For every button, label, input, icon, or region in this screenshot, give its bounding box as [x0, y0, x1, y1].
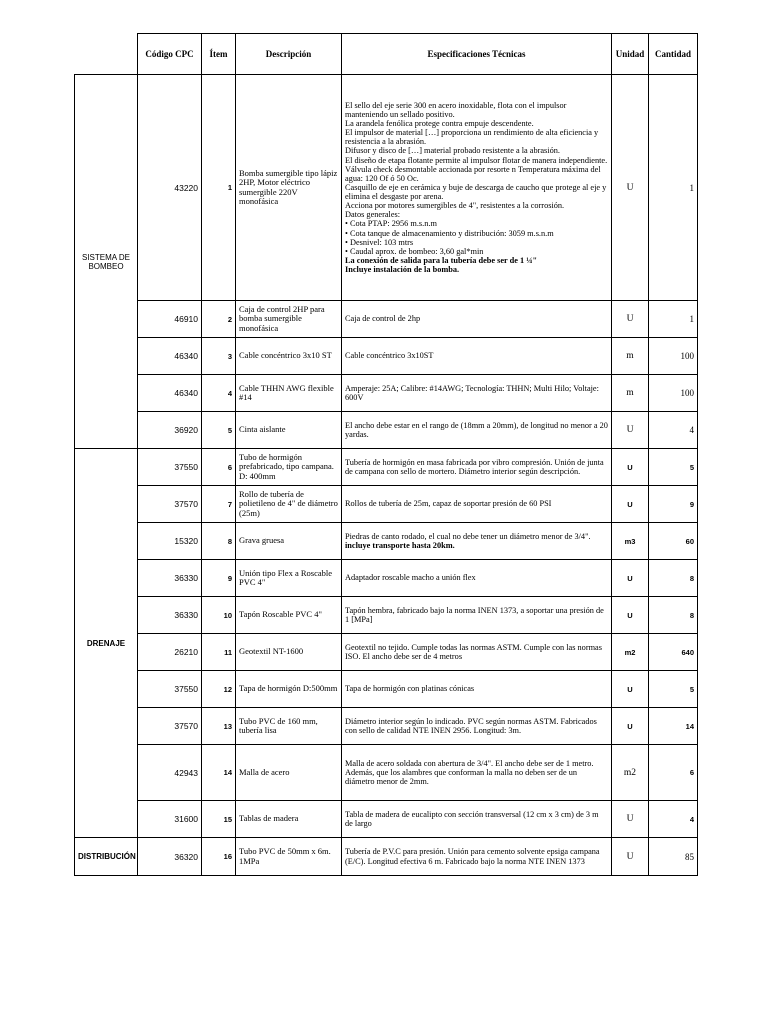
header-specs: Especificaciones Técnicas — [342, 34, 612, 75]
cpc-code: 43220 — [138, 75, 202, 301]
group-label-drenaje: DRENAJE — [75, 449, 138, 838]
item-unit: U — [612, 75, 649, 301]
item-number: 8 — [202, 523, 236, 560]
table-row — [75, 486, 698, 523]
specifications-table — [74, 33, 698, 876]
item-quantity: 8 — [649, 597, 698, 634]
table-row — [75, 671, 698, 708]
item-unit: m — [612, 338, 649, 375]
table-row — [75, 708, 698, 745]
item-description: Geotextil NT-1600 — [236, 634, 342, 671]
item-quantity: 14 — [649, 708, 698, 745]
item-number: 5 — [202, 412, 236, 449]
item-specs: Rollos de tubería de 25m, capaz de soportar presión de 60 PSI — [342, 486, 612, 523]
item-specs: Tabla de madera de eucalipto con sección transversal (12 cm x 3 cm) de 3 m de largo — [342, 801, 612, 838]
item-number: 12 — [202, 671, 236, 708]
item-quantity: 100 — [649, 375, 698, 412]
spec-line: Acciona por motores sumergibles de 4", resistentes a la corrosión. — [345, 201, 565, 211]
item-unit: m — [612, 375, 649, 412]
item-unit: U — [612, 301, 649, 338]
cpc-code: 26210 — [138, 634, 202, 671]
item-unit: U — [612, 560, 649, 597]
item-description: Cable THHN AWG flexible #14 — [236, 375, 342, 412]
cpc-code: 37570 — [138, 708, 202, 745]
item-description: Rollo de tubería de polietileno de 4" de diámetro (25m) — [236, 486, 342, 523]
group-label-distribucion: DISTRIBUCIÓN — [75, 838, 138, 876]
item-quantity: 5 — [649, 449, 698, 486]
item-description: Grava gruesa — [236, 523, 342, 560]
item-quantity: 60 — [649, 523, 698, 560]
cpc-code: 46910 — [138, 301, 202, 338]
table-row — [75, 801, 698, 838]
item-specs: Tubería de P.V.C para presión. Unión para cemento solvente epsiga campana (E/C). Longitud efectiva 6 m. Fabricado bajo la norma NTE INEN 1373 — [342, 838, 612, 876]
item-specs: Cable concéntrico 3x10ST — [342, 338, 612, 375]
spec-line: • Caudal aprox. de bombeo: 3,60 gal*min — [345, 246, 484, 256]
cpc-code: 37550 — [138, 671, 202, 708]
item-specs — [342, 75, 612, 301]
item-unit: U — [612, 838, 649, 876]
header-row — [75, 34, 698, 75]
item-description: Tapa de hormigón D:500mm — [236, 671, 342, 708]
item-quantity: 640 — [649, 634, 698, 671]
spec-line: Casquillo de eje en cerámica y buje de descarga de caucho que protege al eje y elimina el desgaste por arena. — [345, 182, 607, 202]
header-quantity: Cantidad — [649, 34, 698, 75]
item-number: 10 — [202, 597, 236, 634]
item-quantity: 8 — [649, 560, 698, 597]
item-unit: U — [612, 708, 649, 745]
corner-cell — [75, 34, 138, 75]
table-row — [75, 597, 698, 634]
cpc-code: 36330 — [138, 560, 202, 597]
cpc-code: 36320 — [138, 838, 202, 876]
item-quantity: 5 — [649, 671, 698, 708]
table-row — [75, 75, 698, 301]
header-unit: Unidad — [612, 34, 649, 75]
item-quantity: 6 — [649, 745, 698, 801]
cpc-code: 46340 — [138, 375, 202, 412]
item-quantity: 1 — [649, 301, 698, 338]
header-cpc: Código CPC — [138, 34, 202, 75]
item-specs: El ancho debe estar en el rango de (18mm a 20mm), de longitud no menor a 20 yardas. — [342, 412, 612, 449]
cpc-code: 36920 — [138, 412, 202, 449]
item-number: 9 — [202, 560, 236, 597]
item-specs: Diámetro interior según lo indicado. PVC según normas ASTM. Fabricados con sello de calidad NTE INEN 2956. Longitud: 3m. — [342, 708, 612, 745]
header-description: Descripción — [236, 34, 342, 75]
table-row — [75, 523, 698, 560]
item-description: Tapón Roscable PVC 4" — [236, 597, 342, 634]
item-quantity: 4 — [649, 412, 698, 449]
table-row — [75, 745, 698, 801]
item-specs: Tapón hembra, fabricado bajo la norma INEN 1373, a soportar una presión de 1 [MPa] — [342, 597, 612, 634]
item-description: Unión tipo Flex a Roscable PVC 4" — [236, 560, 342, 597]
group-label-bombeo: SISTEMA DE BOMBEO — [75, 75, 138, 449]
spec-line: • Cota tanque de almacenamiento y distribución: 3059 m.s.n.m — [345, 228, 554, 238]
item-number: 13 — [202, 708, 236, 745]
cpc-code: 15320 — [138, 523, 202, 560]
item-description: Tubo PVC de 50mm x 6m. 1MPa — [236, 838, 342, 876]
spec-text-bold: incluye transporte hasta 20km. — [345, 541, 455, 550]
cpc-code: 36330 — [138, 597, 202, 634]
item-number: 3 — [202, 338, 236, 375]
item-number: 2 — [202, 301, 236, 338]
item-specs: Caja de control de 2hp — [342, 301, 612, 338]
spec-line-bold: La conexión de salida para la tubería debe ser de 1 ¼" — [345, 255, 538, 265]
item-quantity: 9 — [649, 486, 698, 523]
item-unit: m2 — [612, 745, 649, 801]
item-quantity: 1 — [649, 75, 698, 301]
item-unit: U — [612, 486, 649, 523]
table-row — [75, 375, 698, 412]
item-description: Malla de acero — [236, 745, 342, 801]
spec-line: La arandela fenólica protege contra empuje descendente. — [345, 119, 534, 129]
item-unit: U — [612, 412, 649, 449]
table-row — [75, 449, 698, 486]
cpc-code: 37570 — [138, 486, 202, 523]
item-description: Tubo PVC de 160 mm, tubería lisa — [236, 708, 342, 745]
table-row — [75, 634, 698, 671]
item-specs: Geotextil no tejido. Cumple todas las normas ASTM. Cumple con las normas ISO. El ancho debe ser de 4 metros — [342, 634, 612, 671]
item-unit: U — [612, 671, 649, 708]
item-specs: Malla de acero soldada con abertura de 3/4". El ancho debe ser de 1 metro. Además, que los alambres que conforman la malla no deben ser de un diámetro menor de 2mm. — [342, 745, 612, 801]
item-unit: U — [612, 597, 649, 634]
item-number: 7 — [202, 486, 236, 523]
table-row — [75, 338, 698, 375]
item-specs: Adaptador roscable macho a unión flex — [342, 560, 612, 597]
table-row — [75, 412, 698, 449]
item-specs: Amperaje: 25A; Calibre: #14AWG; Tecnología: THHN; Multi Hilo; Voltaje: 600V — [342, 375, 612, 412]
item-number: 4 — [202, 375, 236, 412]
item-description: Tubo de hormigón prefabricado, tipo campana. D: 400mm — [236, 449, 342, 486]
spec-text: Piedras de canto rodado, el cual no debe tener un diámetro menor de 3/4". — [345, 531, 591, 541]
item-number: 6 — [202, 449, 236, 486]
item-number: 14 — [202, 745, 236, 801]
spec-line-bold: Incluye instalación de la bomba. — [345, 265, 460, 275]
table-row — [75, 838, 698, 876]
item-number: 1 — [202, 75, 236, 301]
item-specs: Tapa de hormigón con platinas cónicas — [342, 671, 612, 708]
item-quantity: 85 — [649, 838, 698, 876]
item-unit: U — [612, 449, 649, 486]
spec-line: El diseño de etapa flotante permite al impulsor flotar de manera independiente. — [345, 155, 608, 165]
table-row — [75, 301, 698, 338]
table-row — [75, 560, 698, 597]
item-unit: m3 — [612, 523, 649, 560]
item-description: Caja de control 2HP para bomba sumergible monofásica — [236, 301, 342, 338]
item-number: 15 — [202, 801, 236, 838]
header-item: Ítem — [202, 34, 236, 75]
item-description: Bomba sumergible tipo lápiz 2HP, Motor eléctrico sumergible 220V monofásica — [236, 75, 342, 301]
cpc-code: 31600 — [138, 801, 202, 838]
spec-line: • Cota PTAP: 2956 m.s.n.m — [345, 219, 437, 229]
item-specs — [342, 523, 612, 560]
item-quantity: 4 — [649, 801, 698, 838]
item-quantity: 100 — [649, 338, 698, 375]
item-number: 11 — [202, 634, 236, 671]
item-specs: Tubería de hormigón en masa fabricada por vibro compresión. Unión de junta de campana con sello de mortero. Diámetro interior según descripción. — [342, 449, 612, 486]
item-description: Tablas de madera — [236, 801, 342, 838]
spec-line: Válvula check desmontable accionada por resorte n Temperatura máxima del agua: 120 Of ó 50 Oc. — [345, 164, 601, 183]
item-unit: m2 — [612, 634, 649, 671]
cpc-code: 37550 — [138, 449, 202, 486]
item-number: 16 — [202, 838, 236, 876]
cpc-code: 46340 — [138, 338, 202, 375]
spec-line: Datos generales: — [345, 210, 401, 220]
spec-line: Difusor y disco de […] material probado resistente a la abrasión. — [345, 146, 560, 156]
spec-line: El impulsor de material […] proporciona un rendimiento de alta eficiencia y resistencia a la abrasión. — [345, 128, 599, 147]
item-unit: U — [612, 801, 649, 838]
spec-line: • Desnivel: 103 mtrs — [345, 237, 414, 247]
cpc-code: 42943 — [138, 745, 202, 801]
spec-line: El sello del eje serie 300 en acero inoxidable, flota con el impulsor manteniendo un sellado positivo. — [345, 100, 567, 119]
item-description: Cinta aislante — [236, 412, 342, 449]
item-description: Cable concéntrico 3x10 ST — [236, 338, 342, 375]
